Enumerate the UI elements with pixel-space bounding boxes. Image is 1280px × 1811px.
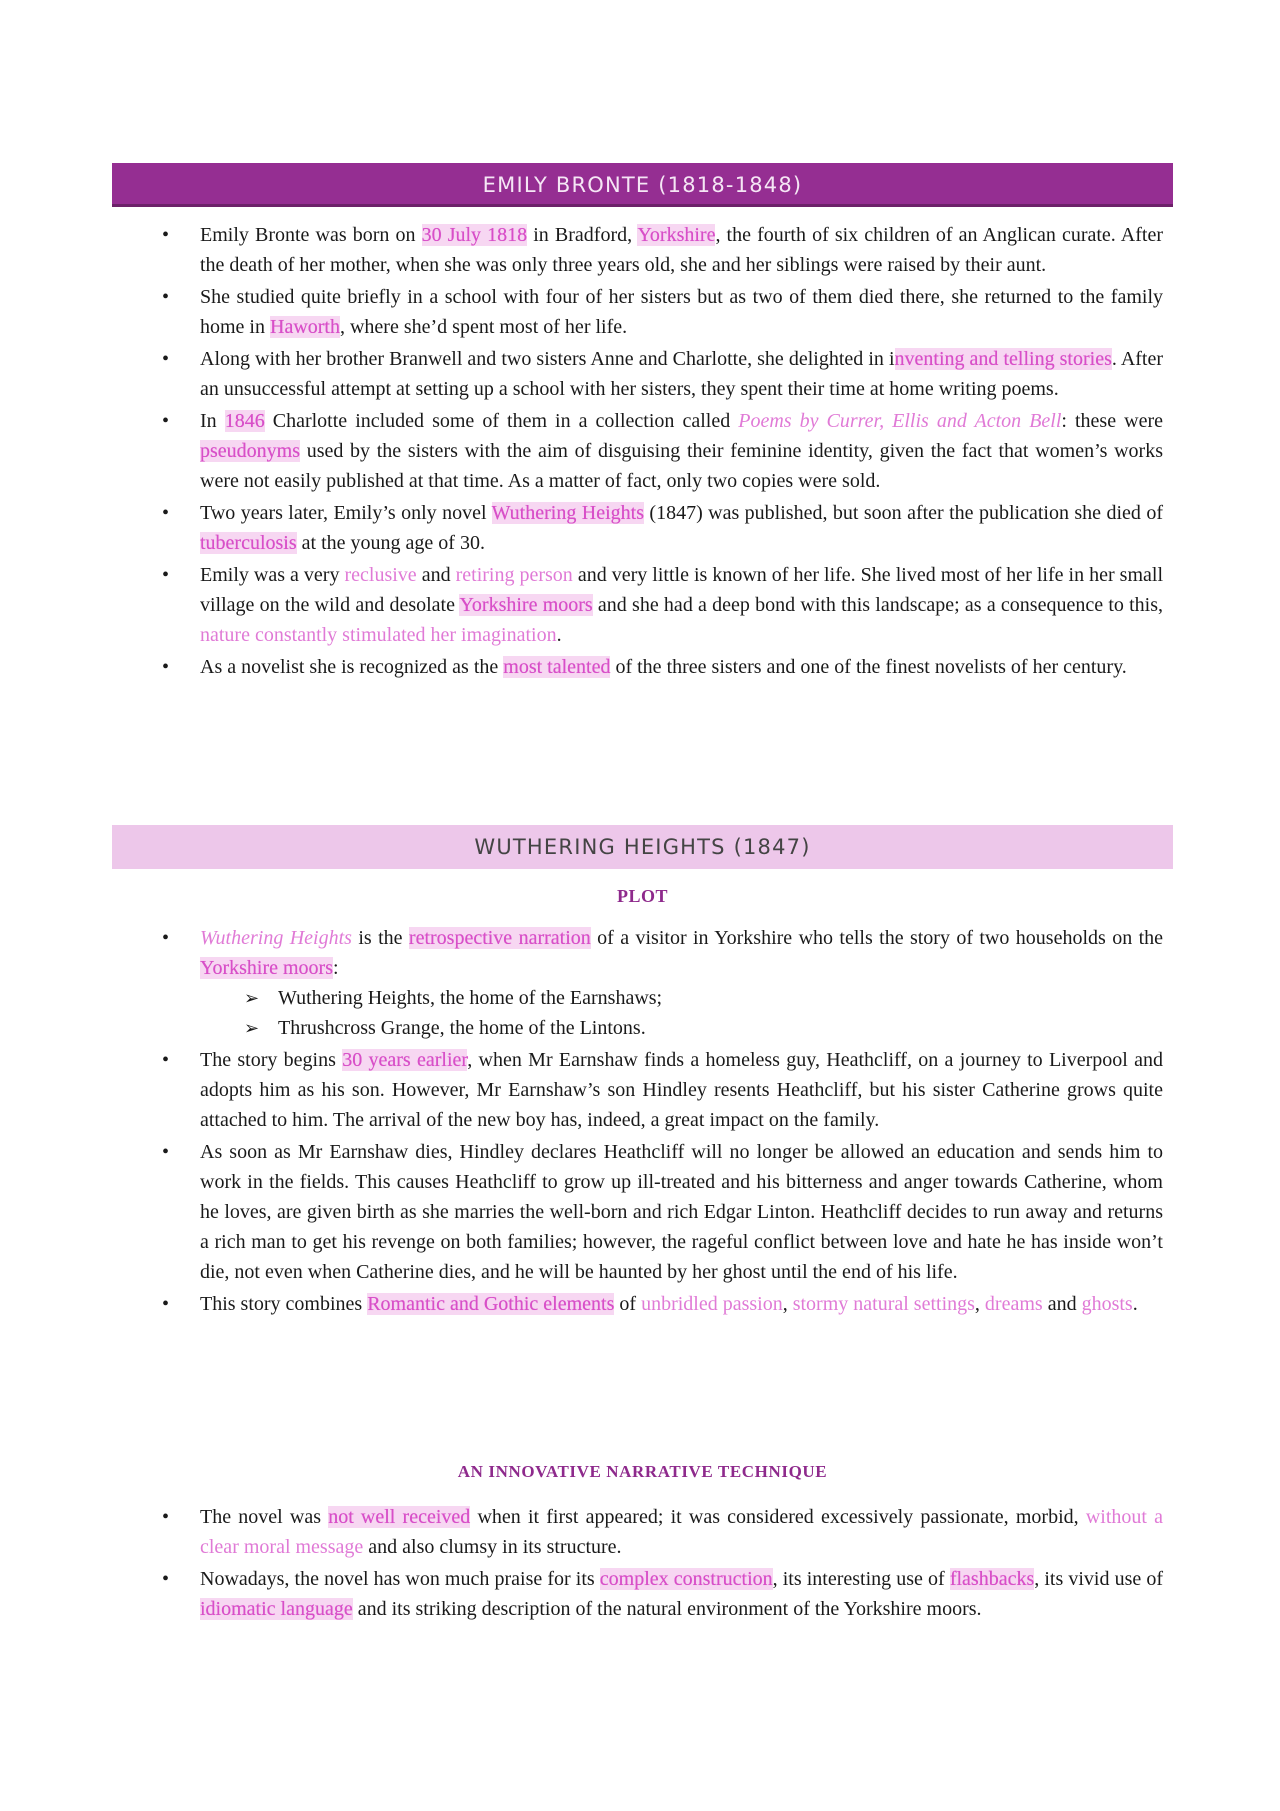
highlight: not well received [328, 1506, 471, 1528]
list-item: • She studied quite briefly in a school with four of her sisters but as two of them died there, she returned to the family home in Haworth, where she’d spent most of her life. [160, 282, 1163, 342]
highlight: complex construction [599, 1568, 773, 1590]
bio-section-banner: EMILY BRONTE (1818-1848) [112, 163, 1173, 207]
highlight: flashbacks [949, 1568, 1035, 1590]
highlight: Yorkshire moors [459, 594, 593, 616]
list-item: • Nowadays, the novel has won much praise for its complex construction, its interesting use of flashbacks, its vivid use of idiomatic language and its striking description of the natural environment of the Yorkshire moors. [160, 1564, 1163, 1624]
list-item: • Emily Bronte was born on 30 July 1818 in Bradford, Yorkshire, the fourth of six children of an Anglican curate. After the death of her mother, when she was only three years old, she and her siblings were raised by their aunt. [160, 220, 1163, 280]
list-item: • Wuthering Heights is the retrospective narration of a visitor in Yorkshire who tells the story of two households on the Yorkshire moors: ➢ Wuthering Heights, the home of the Earnshaws; ➢ Thrushcross Grange, the home of the Lintons. [160, 923, 1163, 1043]
highlight: idiomatic language [200, 1598, 353, 1620]
technique-bullet-list [160, 1502, 1163, 1626]
highlight: nventing and telling stories [894, 348, 1112, 370]
soft-highlight: unbridled passion [641, 1293, 783, 1315]
soft-highlight: stormy natural settings [792, 1293, 975, 1315]
list-item: • Two years later, Emily’s only novel Wuthering Heights (1847) was published, but soon after the publication she died of tuberculosis at the young age of 30. [160, 498, 1163, 558]
novel-section-banner: WUTHERING HEIGHTS (1847) [112, 825, 1173, 869]
highlight: 30 years earlier [342, 1049, 468, 1071]
list-item: • In 1846 Charlotte included some of them in a collection called Poems by Currer, Ellis and Acton Bell: these were pseudonyms used by the sisters with the aim of disguising their feminine identity, given the fact that women’s works were not easily published at that time. As a matter of fact, only two copies were sold. [160, 406, 1163, 496]
soft-highlight: nature constantly stimulated her imagination [200, 624, 557, 646]
list-item: • As soon as Mr Earnshaw dies, Hindley declares Heathcliff will no longer be allowed an education and sends him to work in the fields. This causes Heathcliff to grow up ill-treated and his bitterness and anger towards Catherine, whom he loves, are given birth as she marries the well-born and rich Edgar Linton. Heathcliff decides to run away and returns a rich man to get his revenge on both families; however, the rageful conflict between love and hate he has inside won’t die, not even when Catherine dies, and he will be haunted by her ghost until the end of his life. [160, 1137, 1163, 1287]
bio-bullet-list [160, 220, 1163, 684]
plot-bullet-list [160, 923, 1163, 1321]
book-title: Wuthering Heights [200, 927, 352, 949]
highlight: pseudonyms [200, 440, 300, 462]
highlight: Yorkshire moors [200, 957, 333, 979]
highlight: tuberculosis [200, 532, 297, 554]
highlight: Romantic and Gothic elements [367, 1293, 615, 1315]
list-item: • As a novelist she is recognized as the most talented of the three sisters and one of the finest novelists of her century. [160, 652, 1163, 682]
sub-list-item: ➢ Wuthering Heights, the home of the Earnshaws; [200, 983, 1163, 1013]
soft-highlight: without a clear moral message [200, 1506, 1163, 1558]
highlight: Haworth [270, 316, 340, 338]
book-title: Poems by Currer, Ellis and Acton Bell [738, 410, 1062, 432]
list-item: • Along with her brother Branwell and two sisters Anne and Charlotte, she delighted in inventing and telling stories. After an unsuccessful attempt at setting up a school with her sisters, they spent their time at home writing poems. [160, 344, 1163, 404]
highlight: 30 July 1818 [421, 224, 528, 246]
technique-heading: AN INNOVATIVE NARRATIVE TECHNIQUE [457, 1462, 828, 1481]
list-item: • Emily was a very reclusive and retiring person and very little is known of her life. She lived most of her life in her small village on the wild and desolate Yorkshire moors and she had a deep bond with this landscape; as a consequence to this, nature constantly stimulated her imagination. [160, 560, 1163, 650]
sub-list-item: ➢ Thrushcross Grange, the home of the Lintons. [200, 1013, 1163, 1043]
highlight: Yorkshire [637, 224, 716, 246]
list-item: • The novel was not well received when it first appeared; it was considered excessively passionate, morbid, without a clear moral message and also clumsy in its structure. [160, 1502, 1163, 1562]
soft-highlight: reclusive [344, 564, 417, 586]
soft-highlight: ghosts [1081, 1293, 1133, 1315]
highlight: most talented [503, 656, 611, 678]
plot-heading: PLOT [616, 886, 668, 906]
soft-highlight: retiring person [455, 564, 573, 586]
list-item: • The story begins 30 years earlier, when Mr Earnshaw finds a homeless guy, Heathcliff, on a journey to Liverpool and adopts him as his son. However, Mr Earnshaw’s son Hindley resents Heathcliff, but his sister Catherine grows quite attached to him. The arrival of the new boy has, indeed, a great impact on the family. [160, 1045, 1163, 1135]
list-item: • This story combines Romantic and Gothic elements of unbridled passion, stormy natural settings, dreams and ghosts. [160, 1289, 1163, 1319]
households-sublist [200, 983, 1163, 1043]
soft-highlight: dreams [984, 1293, 1043, 1315]
highlight: Wuthering Heights [491, 502, 644, 524]
highlight: 1846 [224, 410, 265, 432]
highlight: retrospective narration [408, 927, 591, 949]
